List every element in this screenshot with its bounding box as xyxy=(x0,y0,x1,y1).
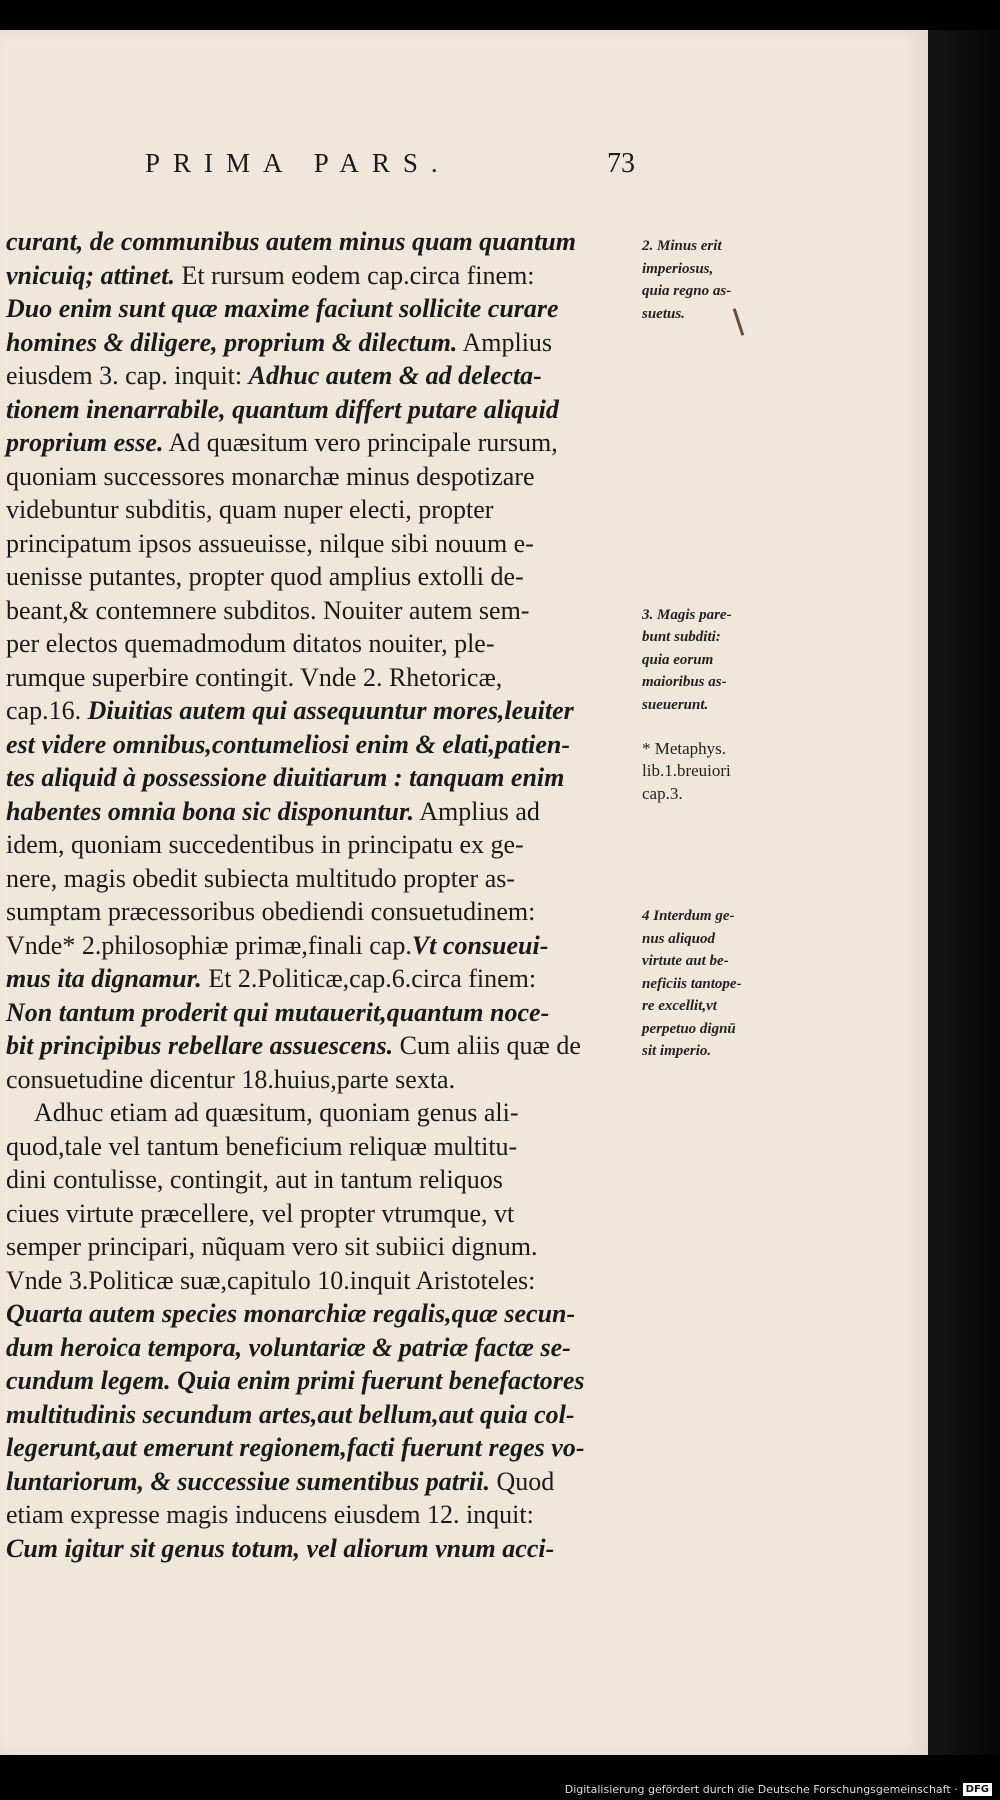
margin-note-line: quia eorum xyxy=(642,651,714,668)
italic-text: cundum legem. Quia enim primi fuerunt benefactores xyxy=(6,1366,585,1395)
margin-note-line: re excellit,vt xyxy=(642,998,717,1014)
page-number: 73 xyxy=(607,148,635,179)
dfg-logo: DFG xyxy=(963,1783,992,1796)
italic-text: legerunt,aut emerunt regionem,facti fuerunt reges vo- xyxy=(6,1433,585,1462)
text-line xyxy=(0,929,640,963)
italic-text: vnicuiq; attinet. xyxy=(6,260,175,290)
text-line xyxy=(0,1431,640,1465)
italic-text: Vt consueui- xyxy=(411,930,549,960)
roman-text: videbuntur subditis, quam nuper electi, propter xyxy=(6,495,494,524)
roman-text: rumque superbire contingit. Vnde 2. Rhetoricæ, xyxy=(6,662,503,692)
italic-text: homines & diligere, proprium & dilectum. xyxy=(6,327,458,357)
italic-text: multitudinis secundum artes,aut bellum,aut quia col- xyxy=(6,1399,575,1429)
roman-text: quod,tale vel tantum beneficium reliquæ multitu- xyxy=(6,1131,518,1161)
text-line xyxy=(0,795,640,829)
roman-text: uenisse putantes, propter quod amplius extolli de- xyxy=(6,562,524,591)
roman-text: Ad quæsitum vero principale rursum, xyxy=(163,428,558,457)
roman-text: sumptam præcessoribus obediendi consuetudinem: xyxy=(6,897,536,926)
margin-note-line: virtute aut be- xyxy=(642,953,729,969)
footer xyxy=(565,1783,992,1796)
text-line xyxy=(0,527,640,561)
italic-text: tionem inenarrabile, quantum differt putare aliquid xyxy=(6,394,559,424)
text-line xyxy=(0,661,640,695)
text-line xyxy=(0,1364,640,1398)
roman-text: Cum aliis quæ de xyxy=(393,1031,581,1060)
text-line xyxy=(0,594,640,628)
text-line xyxy=(0,359,640,393)
text-line xyxy=(0,259,640,293)
margin-note-line: lib.1.breuiori xyxy=(642,761,731,780)
italic-text: proprium esse. xyxy=(6,428,164,457)
roman-text: etiam expresse magis inducens eiusdem 12. inquit: xyxy=(6,1500,534,1529)
roman-text: nere, magis obedit subiecta multitudo propter as- xyxy=(6,863,516,893)
roman-text: Et 2.Politicæ,cap.6.circa finem: xyxy=(201,964,537,993)
body-text xyxy=(0,225,640,1565)
text-line xyxy=(0,225,640,259)
roman-text: Quod xyxy=(490,1466,555,1496)
roman-text: per electos quemadmodum ditatos nouiter, ple- xyxy=(6,629,495,658)
roman-text: idem, quoniam succedentibus in principatu ex ge- xyxy=(6,830,524,859)
margin-note-line: 3. Magis pare- xyxy=(642,606,732,623)
italic-text: luntariorum, & successiue sumentibus patrii. xyxy=(6,1466,491,1496)
text-line xyxy=(0,1029,640,1063)
roman-text: Adhuc etiam ad quæsitum, quoniam genus ali- xyxy=(34,1098,519,1127)
text-line xyxy=(0,1264,640,1298)
roman-text: beant,& contemnere subditos. Nouiter autem sem- xyxy=(6,595,530,625)
italic-text: est videre omnibus,contumeliosi enim & elati,patien- xyxy=(6,729,571,759)
text-line xyxy=(0,962,640,996)
margin-note-line: perpetuo dignū xyxy=(642,1020,736,1037)
italic-text: dum heroica tempora, voluntariæ & patriæ factæ se- xyxy=(6,1332,571,1362)
margin-note-line: suetus. xyxy=(642,305,685,322)
margin-note-line: quia regno as- xyxy=(642,283,732,299)
text-line xyxy=(0,761,640,795)
margin-note-line: 4 Interdum ge- xyxy=(642,908,735,924)
italic-text: Non tantum proderit qui mutauerit,quantum noce- xyxy=(6,997,550,1027)
text-line xyxy=(0,1398,640,1432)
roman-text: Et rursum eodem cap.circa finem: xyxy=(175,260,535,290)
margin-note-line: sueuerunt. xyxy=(642,696,709,713)
text-line xyxy=(0,996,640,1030)
roman-text: eiusdem 3. cap. inquit: xyxy=(6,361,249,390)
page-header xyxy=(145,148,635,208)
text-line xyxy=(0,292,640,326)
text-line xyxy=(0,426,640,460)
text-line xyxy=(0,895,640,929)
italic-text: tes aliquid à possessione diuitiarum : tanquam enim xyxy=(6,763,565,792)
roman-text: cap.16. xyxy=(6,696,88,725)
italic-text: Quarta autem species monarchiæ regalis,quæ secun- xyxy=(6,1299,576,1328)
roman-text: consuetudine dicentur 18.huius,parte sexta. xyxy=(6,1064,456,1094)
roman-text: semper principari, nũquam vero sit subiici dignum. xyxy=(6,1232,538,1261)
text-line xyxy=(0,1532,640,1566)
italic-text: Duo enim sunt quæ maxime faciunt sollicite curare xyxy=(6,294,559,323)
footer-credit: Digitalisierung gefördert durch die Deutsche Forschungsgemeinschaft · xyxy=(564,1783,958,1796)
scan-background xyxy=(928,30,1000,1755)
running-head: PRIMA PARS. xyxy=(145,148,451,178)
text-line xyxy=(0,493,640,527)
text-line xyxy=(0,728,640,762)
text-line xyxy=(0,862,640,896)
text-line xyxy=(0,1465,640,1499)
italic-text: Adhuc autem & ad delecta- xyxy=(248,361,542,390)
roman-text: ciues virtute præcellere, vel propter vtrumque, vt xyxy=(6,1198,515,1228)
margin-note xyxy=(642,604,792,717)
text-line xyxy=(0,828,640,862)
margin-note xyxy=(642,738,792,806)
italic-text: bit principibus rebellare assuescens. xyxy=(6,1031,394,1060)
text-line xyxy=(0,393,640,427)
margin-note xyxy=(642,235,792,325)
text-line xyxy=(0,1498,640,1532)
text-line xyxy=(0,1297,640,1331)
roman-text: Vnde 3.Politicæ suæ,capitulo 10.inquit Aristoteles: xyxy=(6,1265,536,1295)
text-line xyxy=(0,326,640,360)
margin-note-line: sit imperio. xyxy=(642,1043,712,1059)
text-line xyxy=(0,1063,640,1097)
italic-text: habentes omnia bona sic disponuntur. xyxy=(6,796,415,826)
roman-text: Vnde* 2.philosophiæ primæ,finali cap. xyxy=(6,930,412,960)
margin-note-line: nus aliquod xyxy=(642,930,715,947)
roman-text: dini contulisse, contingit, aut in tantum reliquos xyxy=(6,1165,503,1194)
roman-text: Amplius xyxy=(457,327,553,357)
margin-note xyxy=(642,905,792,1063)
text-line xyxy=(0,1130,640,1164)
italic-text: mus ita dignamur. xyxy=(6,964,202,993)
margin-note-line: cap.3. xyxy=(642,783,683,803)
text-line xyxy=(0,627,640,661)
text-line xyxy=(0,1163,640,1197)
roman-text: quoniam successores monarchæ minus despotizare xyxy=(6,461,535,491)
margin-note-line: 2. Minus erit xyxy=(642,238,722,254)
text-line xyxy=(0,1331,640,1365)
margin-note-line: bunt subditi: xyxy=(642,629,721,645)
text-line xyxy=(0,1096,640,1130)
italic-text: Diuitias autem qui assequuntur mores,leuiter xyxy=(87,696,574,725)
text-line xyxy=(0,694,640,728)
text-line xyxy=(0,460,640,494)
italic-text: curant, de communibus autem minus quam quantum xyxy=(6,227,576,256)
margin-note-line: maioribus as- xyxy=(642,674,727,690)
book-page xyxy=(0,30,928,1755)
italic-text: Cum igitur sit genus totum, vel aliorum vnum acci- xyxy=(6,1533,555,1563)
margin-note-line: * Metaphys. xyxy=(642,738,727,758)
text-line xyxy=(0,1197,640,1231)
text-line xyxy=(0,1230,640,1264)
roman-text: Amplius ad xyxy=(414,796,540,826)
text-line xyxy=(0,560,640,594)
margin-note-line: neficiis tantope- xyxy=(642,975,742,992)
margin-note-line: imperiosus, xyxy=(642,260,714,277)
roman-text: principatum ipsos assueuisse, nilque sibi nouum e- xyxy=(6,528,534,558)
